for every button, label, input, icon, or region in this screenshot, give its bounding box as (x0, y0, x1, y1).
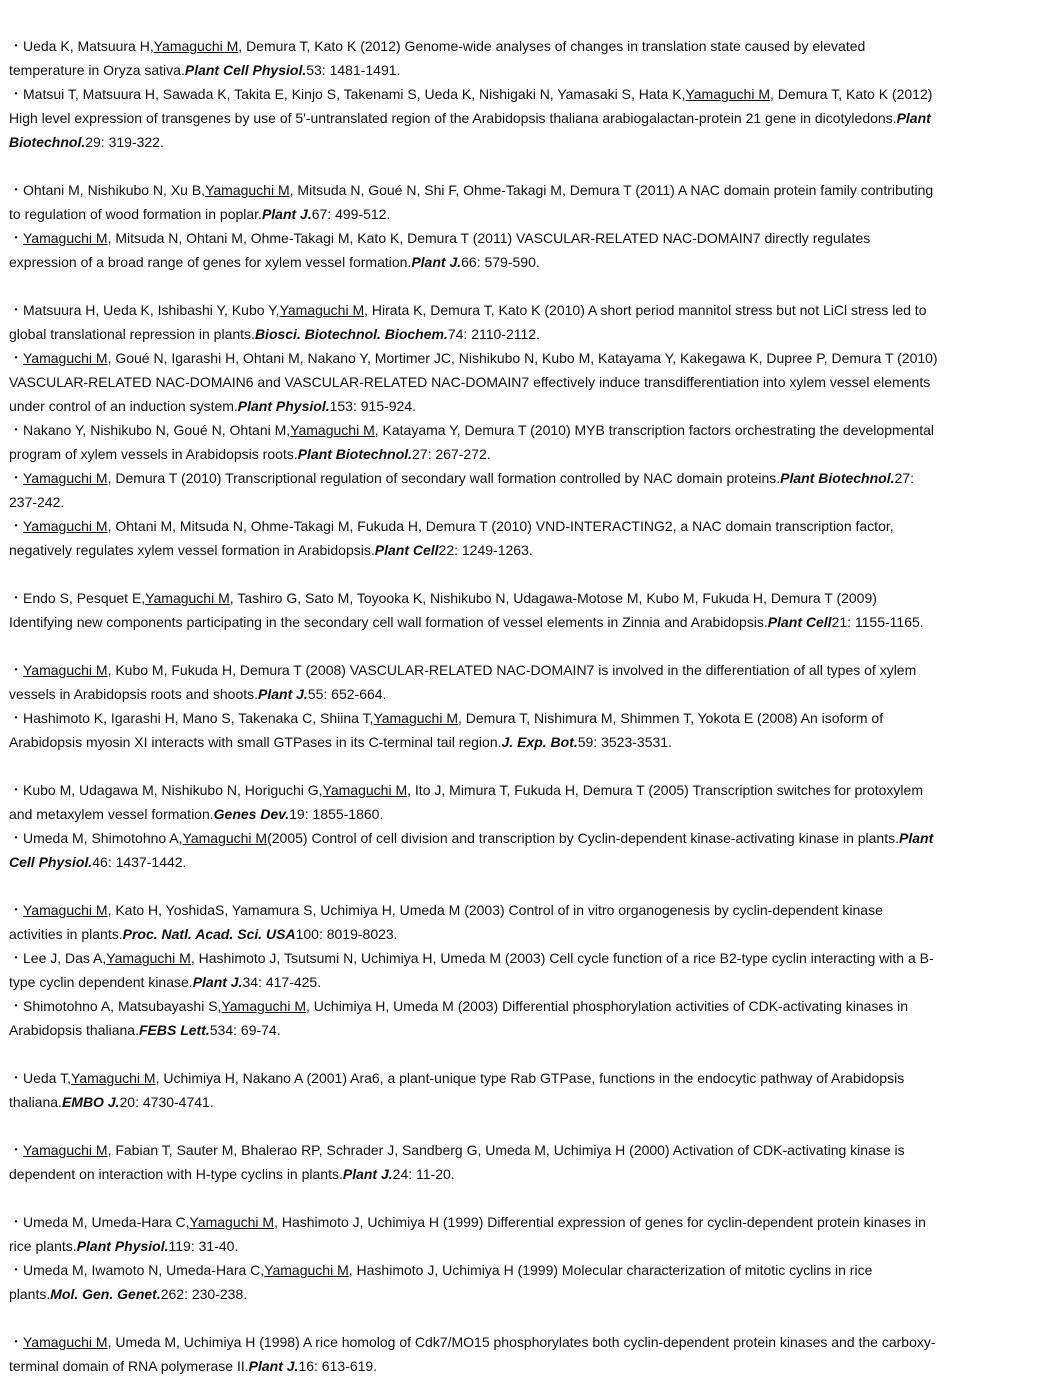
citation-text: Matsuura H, Ueda K, Ishibashi Y, Kubo Y, (23, 302, 280, 318)
citation-text: , Mitsuda N, Ohtani M, Ohme-Takagi M, Kato K, Demura T (2011) VASCULAR-RELATED NAC-DOMAIN7 directly regulates expression of a broad range of genes for xylem vessel formation. (9, 230, 871, 270)
publication-entry (9, 418, 939, 466)
journal-name: Biosci. Biotechnol. Biochem. (254, 326, 448, 342)
journal-name: Plant Cell (374, 542, 439, 558)
publication-year-group (9, 778, 939, 874)
journal-name: Plant J. (192, 974, 243, 990)
citation-text: Kubo M, Udagawa M, Nishikubo N, Horiguchi G, (23, 782, 323, 798)
journal-name: Plant Physiol. (76, 1238, 169, 1254)
highlighted-author: Yamaguchi M (373, 710, 458, 726)
publication-year-group (9, 658, 939, 754)
citation-text: , Ito J, Mimura T, Fukuda H, Demura T (2005) Transcription switches for protoxylem and metaxylem vessel formation. (9, 782, 923, 822)
citation-text: 24: 11-20. (392, 1166, 455, 1182)
highlighted-author: Yamaguchi M (106, 950, 191, 966)
citation-text: Ueda K, Matsuura H, (23, 38, 154, 54)
publication-entry (9, 226, 939, 274)
citation-text: , Goué N, Igarashi H, Ohtani M, Nakano Y, Mortimer JC, Nishikubo N, Kubo M, Katayama Y, Kakegawa K, Dupree P, Demura T (2010) VASCULAR-RELATED NAC-DOMAIN6 and VASCULAR-RELATED NAC-DOMAIN7 effectively induce transdifferentiation into xylem vessel elements under control of an induction system. (9, 350, 938, 414)
highlighted-author: Yamaguchi M (290, 422, 375, 438)
citation-text: 53: 1481-1491. (306, 62, 401, 78)
journal-name: EMBO J. (61, 1094, 120, 1110)
citation-text: 19: 1855-1860. (289, 806, 384, 822)
citation-text: , Demura T, Nishimura M, Shimmen T, Yokota E (2008) An isoform of Arabidopsis myosin XI interacts with small GTPases in its C-terminal tail region. (9, 710, 884, 750)
citation-text: , Uchimiya H, Umeda M (2003) Differential phosphorylation activities of CDK-activating kinases in Arabidopsis thaliana. (9, 998, 909, 1038)
bullet-mark: ・ (9, 950, 23, 966)
citation-text: Umeda M, Shimotohno A, (23, 830, 183, 846)
citation-text: 27: 267-272. (412, 446, 491, 462)
journal-name: Plant Biotechnol. (9, 110, 931, 150)
journal-name: Plant Biotechnol. (297, 446, 413, 462)
highlighted-author: Yamaguchi M (23, 1334, 108, 1350)
highlighted-author: Yamaguchi M (221, 998, 307, 1014)
highlighted-author: Yamaguchi M (23, 470, 108, 486)
highlighted-author: Yamaguchi M (685, 86, 771, 102)
publication-entry (9, 898, 939, 946)
citation-text: 16: 613-619. (298, 1358, 378, 1374)
journal-name: J. Exp. Bot. (501, 734, 578, 750)
bullet-mark: ・ (9, 38, 23, 54)
citation-text: , Tashiro G, Sato M, Toyooka K, Nishikubo N, Udagawa-Motose M, Kubo M, Fukuda H, Demura T (2009) Identifying new components participating in the secondary cell wall formation of vessel elements in Zinnia and Arabidopsis. (9, 590, 877, 630)
bullet-mark: ・ (9, 1334, 23, 1350)
citation-text: 27: 237-242. (9, 470, 914, 510)
publication-entry (9, 946, 939, 994)
publication-entry (9, 826, 939, 874)
bullet-mark: ・ (9, 590, 23, 606)
citation-text: Nakano Y, Nishikubo N, Goué N, Ohtani M, (23, 422, 291, 438)
citation-text: 29: 319-322. (85, 134, 164, 150)
journal-name: Genes Dev. (213, 806, 290, 822)
citation-text: 262: 230-238. (160, 1286, 248, 1302)
citation-text: , Mitsuda N, Goué N, Shi F, Ohme-Takagi M, Demura T (2011) A NAC domain protein family contributing to regulation of wood formation in poplar. (9, 182, 934, 222)
publication-entry (9, 994, 939, 1042)
publication-entry (9, 658, 939, 706)
citation-text: Umeda M, Iwamoto N, Umeda-Hara C, (23, 1262, 265, 1278)
highlighted-author: Yamaguchi M (153, 38, 239, 54)
citation-text: 119: 31-40. (168, 1238, 239, 1254)
publication-year-group (9, 1138, 939, 1186)
citation-text: 20: 4730-4741. (119, 1094, 214, 1110)
publication-year-group (9, 898, 939, 1042)
publication-entry (9, 82, 939, 154)
citation-text: , Umeda M, Uchimiya H (1998) A rice homolog of Cdk7/MO15 phosphorylates both cyclin-dependent protein kinases and the carboxy-terminal domain of RNA polymerase II. (9, 1334, 936, 1374)
journal-name: Plant Biotechnol. (780, 470, 895, 486)
citation-text: 21: 1155-1165. (831, 614, 924, 630)
citation-text: , Demura T, Kato K (2012) High level expression of transgenes by use of 5'-untranslated region of the Arabidopsis thaliana arabiogalactan-protein 21 gene in dicotyledons. (9, 86, 933, 126)
highlighted-author: Yamaguchi M (71, 1070, 156, 1086)
highlighted-author: Yamaguchi M (23, 350, 108, 366)
citation-text: 66: 579-590. (461, 254, 540, 270)
bullet-mark: ・ (9, 662, 23, 678)
highlighted-author: Yamaguchi M (205, 182, 290, 198)
journal-name: Proc. Natl. Acad. Sci. USA (122, 926, 296, 942)
journal-name: Plant Cell Physiol. (9, 830, 934, 870)
publication-year-group (9, 298, 939, 562)
citation-text: , Uchimiya H, Nakano A (2001) Ara6, a plant-unique type Rab GTPase, functions in the endocytic pathway of Arabidopsis thaliana. (9, 1070, 905, 1110)
publication-entry (9, 1258, 939, 1306)
bullet-mark: ・ (9, 710, 23, 726)
bullet-mark: ・ (9, 1214, 23, 1230)
bullet-mark: ・ (9, 1262, 23, 1278)
publication-entry (9, 1066, 939, 1114)
citation-text: Lee J, Das A, (23, 950, 107, 966)
citation-text: , Hashimoto J, Tsutsumi N, Uchimiya H, Umeda M (2003) Cell cycle function of a rice B2-type cyclin interacting with a B-type cyclin dependent kinase. (9, 950, 934, 990)
journal-name: Plant Cell (767, 614, 832, 630)
journal-name: Plant Physiol. (237, 398, 330, 414)
publication-entry (9, 298, 939, 346)
highlighted-author: Yamaguchi M (279, 302, 365, 318)
citation-text: Ohtani M, Nishikubo N, Xu B, (23, 182, 206, 198)
journal-name: Plant Cell Physiol. (184, 62, 307, 78)
bullet-mark: ・ (9, 470, 23, 486)
bullet-mark: ・ (9, 86, 23, 102)
highlighted-author: Yamaguchi M (322, 782, 408, 798)
bullet-mark: ・ (9, 1142, 23, 1158)
citation-text: , Hashimoto J, Uchimiya H (1999) Differential expression of genes for cyclin-dependent protein kinases in rice plants. (9, 1214, 926, 1254)
citation-text: Hashimoto K, Igarashi H, Mano S, Takenaka C, Shiina T, (23, 710, 374, 726)
bullet-mark: ・ (9, 1070, 23, 1086)
citation-text: , Kato H, YoshidaS, Yamamura S, Uchimiya H, Umeda M (2003) Control of in vitro organogenesis by cyclin-dependent kinase activities in plants. (9, 902, 883, 942)
bullet-mark: ・ (9, 302, 23, 318)
bullet-mark: ・ (9, 182, 23, 198)
publication-year-group (9, 586, 939, 634)
bullet-mark: ・ (9, 230, 23, 246)
publication-entry (9, 178, 939, 226)
highlighted-author: Yamaguchi M (23, 662, 108, 678)
highlighted-author: Yamaguchi M (23, 230, 108, 246)
publication-entry (9, 1138, 939, 1186)
journal-name: Mol. Gen. Genet. (50, 1286, 161, 1302)
journal-name: Plant J. (248, 1358, 299, 1374)
journal-name: Plant J. (258, 686, 308, 702)
bullet-mark: ・ (9, 422, 23, 438)
citation-text: Endo S, Pesquet E, (23, 590, 146, 606)
citation-text: 59: 3523-3531. (577, 734, 672, 750)
citation-text: 22: 1249-1263. (438, 542, 533, 558)
citation-text: 74: 2110-2112. (447, 326, 540, 342)
publication-entry (9, 34, 939, 82)
citation-text: , Kubo M, Fukuda H, Demura T (2008) VASCULAR-RELATED NAC-DOMAIN7 is involved in the differentiation of all types of xylem vessels in Arabidopsis roots and shoots. (9, 662, 917, 702)
publication-entry (9, 586, 939, 634)
citation-text: Umeda M, Umeda-Hara C, (23, 1214, 190, 1230)
publication-year-group (9, 1330, 939, 1378)
citation-text: 534: 69-74. (209, 1022, 281, 1038)
journal-name: Plant J. (342, 1166, 393, 1182)
citation-text: , Hirata K, Demura T, Kato K (2010) A short period mannitol stress but not LiCl stress led to global translational repression in plants. (9, 302, 927, 342)
citation-text: Ueda T, (23, 1070, 71, 1086)
bullet-mark: ・ (9, 518, 23, 534)
journal-name: Plant J. (411, 254, 462, 270)
highlighted-author: Yamaguchi M (23, 902, 108, 918)
citation-text: 100: 8019-8023. (295, 926, 398, 942)
citation-text: , Demura T, Kato K (2012) Genome-wide analyses of changes in translation state caused by elevated temperature in Oryza sativa. (9, 38, 866, 78)
publication-year-group (9, 1066, 939, 1114)
citation-text: 67: 499-512. (311, 206, 391, 222)
journal-name: FEBS Lett. (138, 1022, 210, 1038)
highlighted-author: Yamaguchi M (189, 1214, 275, 1230)
citation-text: , Katayama Y, Demura T (2010) MYB transcription factors orchestrating the developmental program of xylem vessels in Arabidopsis roots. (9, 422, 934, 462)
citation-text: 153: 915-924. (329, 398, 417, 414)
publication-year-group (9, 34, 939, 154)
publication-year-group (9, 1210, 939, 1306)
bullet-mark: ・ (9, 350, 23, 366)
citation-text: Matsui T, Matsuura H, Sawada K, Takita E, Kinjo S, Takenami S, Ueda K, Nishigaki N, Yamasaki S, Hata K, (23, 86, 686, 102)
citation-text: 55: 652-664. (307, 686, 387, 702)
publication-entry (9, 466, 939, 514)
citation-text: , Hashimoto J, Uchimiya H (1999) Molecular characterization of mitotic cyclins in rice plants. (9, 1262, 873, 1302)
citation-text: 46: 1437-1442. (92, 854, 187, 870)
bullet-mark: ・ (9, 998, 23, 1014)
bullet-mark: ・ (9, 830, 23, 846)
highlighted-author: Yamaguchi M (145, 590, 230, 606)
citation-text: 34: 417-425. (242, 974, 322, 990)
citation-text: , Fabian T, Sauter M, Bhalerao RP, Schrader J, Sandberg G, Umeda M, Uchimiya H (2000) Activation of CDK-activating kinase is dependent on interaction with H-type cyclins in plants. (9, 1142, 905, 1182)
publication-entry (9, 1210, 939, 1258)
bullet-mark: ・ (9, 782, 23, 798)
publication-entry (9, 346, 939, 418)
highlighted-author: Yamaguchi M (264, 1262, 349, 1278)
publication-entry (9, 1330, 939, 1378)
highlighted-author: Yamaguchi M (23, 518, 108, 534)
citation-text: (2005) Control of cell division and transcription by Cyclin-dependent kinase-activating kinase in plants. (267, 830, 899, 846)
publication-entry (9, 514, 939, 562)
bullet-mark: ・ (9, 902, 23, 918)
journal-name: Plant J. (261, 206, 312, 222)
publication-entry (9, 778, 939, 826)
citation-text: , Demura T (2010) Transcriptional regulation of secondary wall formation controlled by NAC domain proteins. (107, 470, 781, 486)
citation-text: , Ohtani M, Mitsuda N, Ohme-Takagi M, Fukuda H, Demura T (2010) VND-INTERACTING2, a NAC domain transcription factor, negatively regulates xylem vessel formation in Arabidopsis. (9, 518, 894, 558)
publication-entry (9, 706, 939, 754)
highlighted-author: Yamaguchi M (182, 830, 268, 846)
citation-text: Shimotohno A, Matsubayashi S, (23, 998, 222, 1014)
highlighted-author: Yamaguchi M (23, 1142, 108, 1158)
publication-year-group (9, 178, 939, 274)
